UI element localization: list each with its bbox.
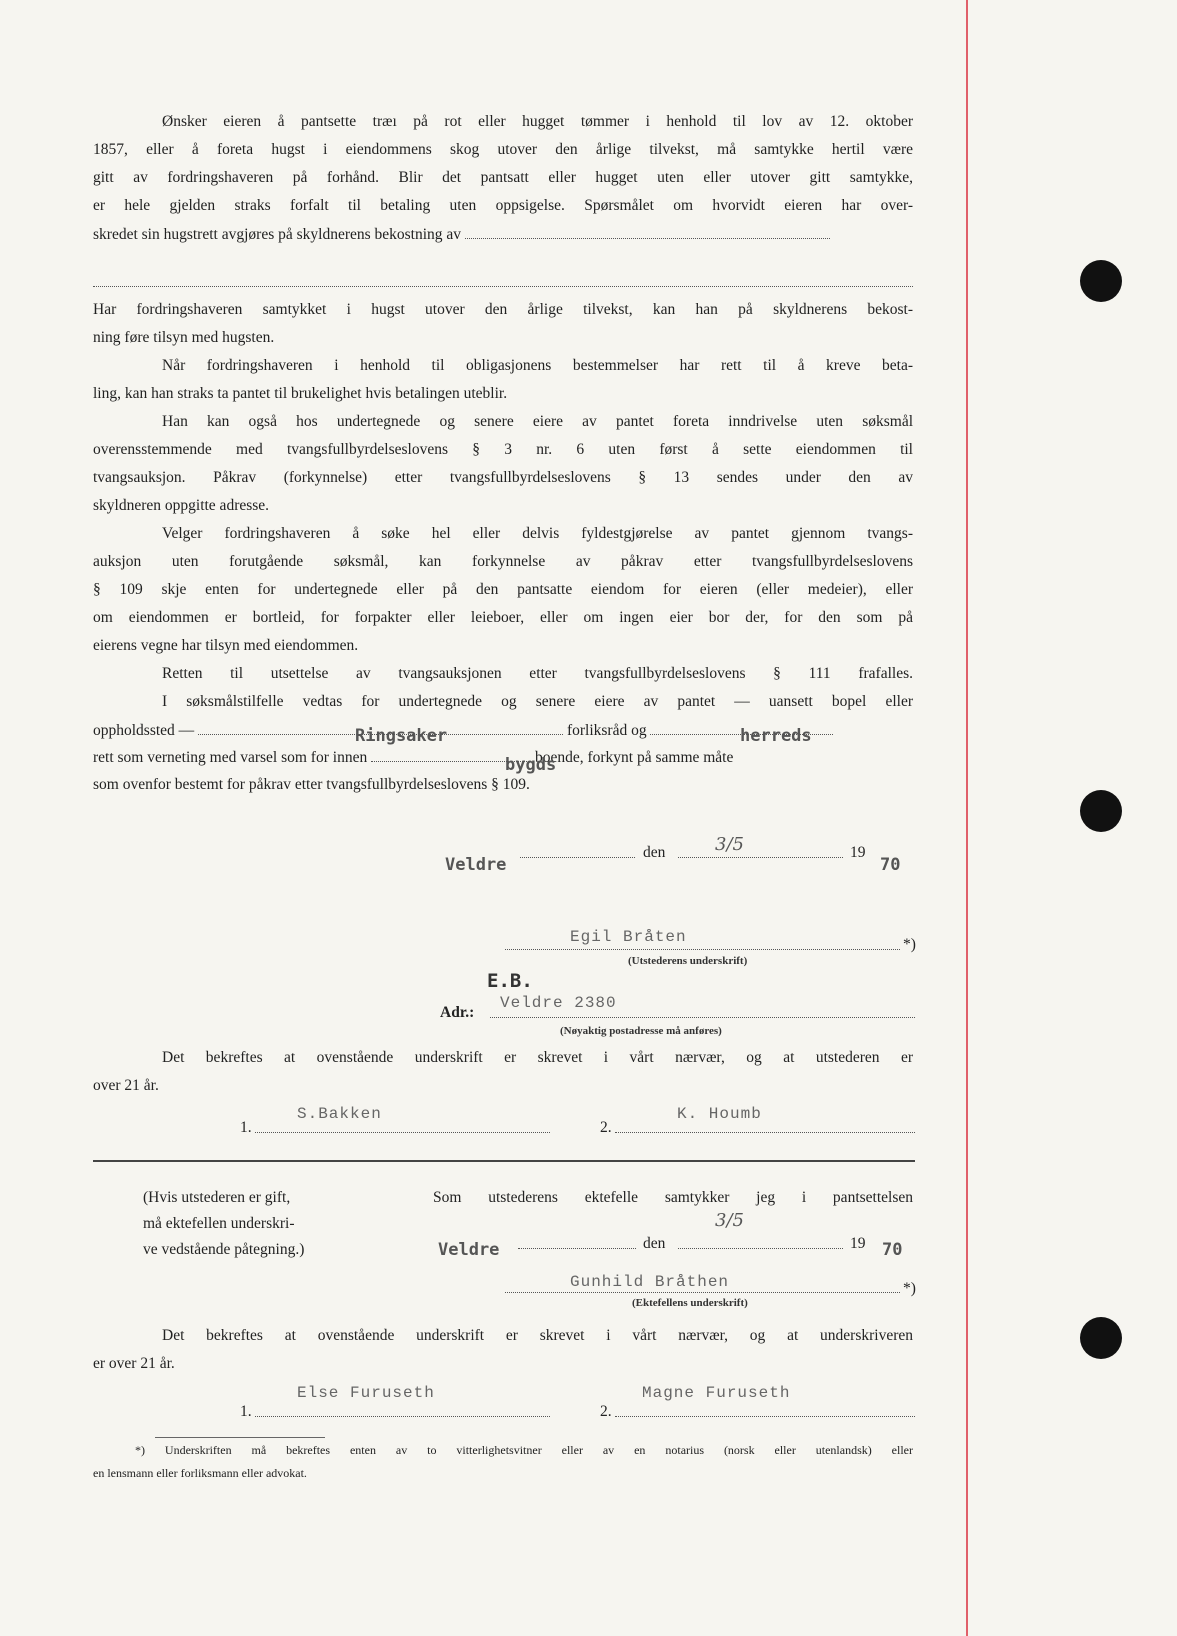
stamp-ringsaker: Ringsaker: [355, 726, 448, 746]
fill-line: [520, 843, 635, 858]
text: skredet sin hugstrett avgjøres på skyldnerens bekostning av: [93, 226, 462, 243]
text-line: 1857, eller å foreta hugst i eiendommens skog utover den årlige tilvekst, må samtykke hertil være: [93, 141, 913, 158]
den-label: den: [643, 1235, 666, 1252]
note-line: ve vedstående påtegning.): [143, 1241, 305, 1258]
witness-line: [255, 1402, 550, 1417]
address: Veldre 2380: [500, 994, 617, 1012]
fill-line-row: [93, 272, 913, 293]
witness-line: [615, 1118, 915, 1133]
initials-stamp: E.B.: [487, 970, 533, 992]
text-line: Det bekreftes at ovenstående underskrift er skrevet i vårt nærvær, og at utstederen er: [162, 1049, 913, 1066]
signature-caption: (Utstederens underskrift): [628, 955, 748, 967]
witness-line: [615, 1402, 915, 1417]
text-line: over 21 år.: [93, 1077, 159, 1094]
text-line: skyldneren oppgitte adresse.: [93, 497, 270, 514]
text-line: Når fordringshaveren i henhold til obligasjonens bestemmelser har rett til å kreve beta-: [162, 357, 913, 374]
note-line: må ektefellen underskri-: [143, 1215, 295, 1232]
witness-1: S.Bakken: [297, 1105, 382, 1123]
witness-2: Magne Furuseth: [642, 1384, 791, 1402]
date: 3/5: [715, 1210, 744, 1231]
stamp-place: Veldre: [438, 1240, 500, 1260]
signature-caption: (Ektefellens underskrift): [632, 1297, 748, 1309]
text-line: auksjon uten forutgående søksmål, kan forkynnelse av påkrav etter tvangsfullbyrdelseslovens: [93, 553, 913, 570]
text-line: Har fordringshaveren samtykket i hugst utover den årlige tilvekst, kan han på skyldnerens bekost-: [93, 301, 913, 318]
text-line: Velger fordringshaveren å søke hel eller delvis fyldestgjørelse av pantet gjennom tvangs-: [162, 525, 913, 542]
margin-line: [966, 0, 968, 1636]
year: 70: [880, 855, 901, 875]
footnote-line: *) Underskriften må bekreftes enten av to vitterlighetsvitner eller av en notarius (norsk eller utenlandsk) eller: [135, 1443, 913, 1457]
text-line: er hele gjelden straks forfalt til betaling uten oppsigelse. Spørsmålet om hvorvidt eieren har over-: [93, 197, 913, 214]
fill-line: [93, 272, 913, 287]
text-line: tvangsauksjon. Påkrav (forkynnelse) etter tvangsfullbyrdelseslovens § 13 sendes under den av: [93, 469, 913, 486]
text-line: Det bekreftes at ovenstående underskrift er skrevet i vårt nærvær, og at underskriveren: [162, 1327, 913, 1344]
footnote-marker: *): [903, 936, 916, 953]
signature-line: [505, 1278, 900, 1293]
text-line: Retten til utsettelse av tvangsauksjonen etter tvangsfullbyrdelseslovens § 111 frafalles.: [162, 665, 913, 682]
punch-hole: [1080, 260, 1122, 302]
divider: [93, 1160, 915, 1162]
text-line: ling, kan han straks ta pantet til brukelighet hvis betalingen uteblir.: [93, 385, 508, 402]
note-line: (Hvis utstederen er gift,: [143, 1189, 291, 1206]
punch-hole: [1080, 1317, 1122, 1359]
consent-text: Som utstederens ektefelle samtykker jeg i pantsettelsen: [433, 1189, 913, 1206]
text-line: gitt av fordringshaveren på forhånd. Blir det pantsatt eller hugget uten eller utover gitt samtykke,: [93, 169, 913, 186]
text-line: eierens vegne har tilsyn med eiendommen.: [93, 637, 359, 654]
text-line: [93, 224, 913, 245]
text-line: er over 21 år.: [93, 1355, 175, 1372]
text: boende, forkynt på samme måte: [534, 749, 734, 766]
stamp-herreds: herreds: [740, 726, 812, 746]
fill-line: [678, 1234, 843, 1249]
date: 3/5: [715, 834, 744, 855]
footnote-marker: *): [903, 1280, 916, 1297]
text-line: overensstemmende med tvangsfullbyrdelseslovens § 3 nr. 6 uten først å sette eiendommen til: [93, 441, 913, 458]
address-caption: (Nøyaktig postadresse må anføres): [560, 1025, 722, 1037]
fill-line: [465, 224, 830, 239]
text: oppholdssted —: [93, 722, 195, 739]
text-line: ning føre tilsyn med hugsten.: [93, 329, 275, 346]
text-line: Han kan også hos undertegnede og senere eiere av pantet foreta inndrivelse uten søksmål: [162, 413, 913, 430]
text-line: [93, 747, 913, 768]
text-line: som ovenfor bestemt for påkrav etter tvangsfullbyrdelseslovens § 109.: [93, 776, 530, 793]
witness-number: 2.: [600, 1119, 612, 1136]
witness-number: 1.: [240, 1119, 252, 1136]
address-label: Adr.:: [440, 1004, 475, 1021]
den-label: den: [643, 844, 666, 861]
year-prefix: 19: [850, 1235, 866, 1252]
year: 70: [882, 1240, 903, 1260]
witness-1: Else Furuseth: [297, 1384, 435, 1402]
punch-hole: [1080, 790, 1122, 832]
year-prefix: 19: [850, 844, 866, 861]
text-line: I søksmålstilfelle vedtas for undertegnede og senere eiere av pantet — uansett bopel eller: [162, 693, 913, 710]
issuer-signature: Egil Bråten: [570, 928, 687, 946]
text: rett som verneting med varsel som for innen: [93, 749, 368, 766]
text-line: Ønsker eieren å pantsette træı på rot eller hugget tømmer i henhold til lov av 12. oktober: [162, 113, 913, 130]
footnote-rule: [155, 1437, 325, 1438]
text-line: § 109 skje enten for undertegnede eller på den pantsatte eiendom for eieren (eller medeier), eller: [93, 581, 913, 598]
footnote-line: en lensmann eller forliksmann eller advokat.: [93, 1466, 307, 1480]
text: forliksråd og: [566, 722, 647, 739]
fill-line: [678, 843, 843, 858]
address-line: [490, 1003, 915, 1018]
witness-number: 1.: [240, 1403, 252, 1420]
text-line: om eiendommen er bortleid, for forpakter eller leieboer, eller om ingen eier bor der, for den som på: [93, 609, 913, 626]
stamp-bygds: bygds: [505, 755, 557, 775]
spouse-signature: Gunhild Bråthen: [570, 1273, 730, 1291]
stamp-place: Veldre: [445, 855, 507, 875]
witness-number: 2.: [600, 1403, 612, 1420]
fill-line: [518, 1234, 636, 1249]
signature-line: [505, 935, 900, 950]
witness-2: K. Houmb: [677, 1105, 762, 1123]
